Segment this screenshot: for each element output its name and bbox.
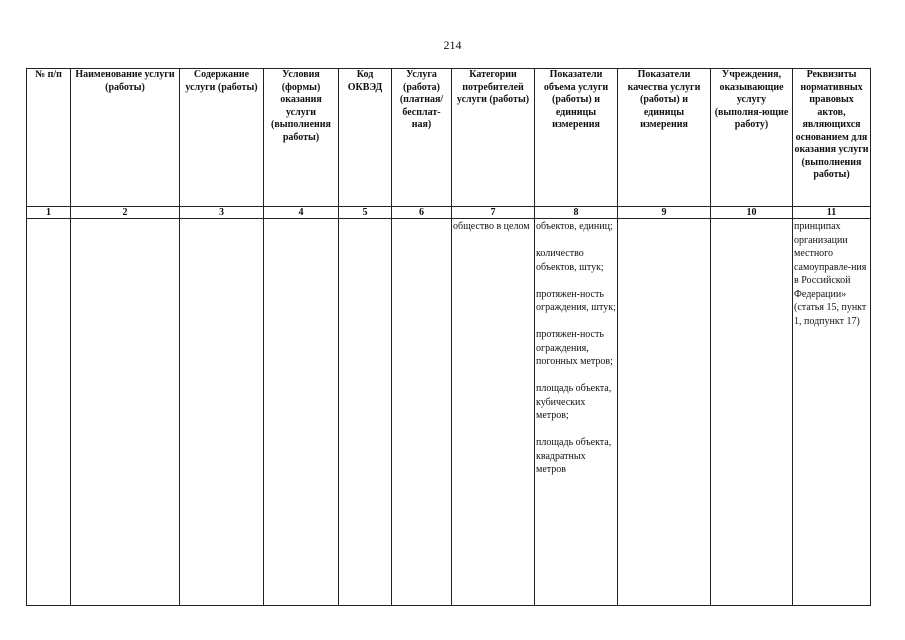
volume-indicator-item: количество объектов, штук;: [536, 248, 604, 273]
header-cell-legal-basis: Реквизиты нормативных правовых актов, являющихся основанием для оказания услуги (выполнения работы): [793, 69, 871, 207]
header-cell-volume-indicators: Показатели объема услуги (работы) и единицы измерения: [535, 69, 618, 207]
cell-legal-basis: принципах организации местного самоуправле-ния в Российской Федерации» (статья 15, пункт 1, подпункт 17): [793, 219, 871, 606]
volume-indicator-item: протяжен-ность ограждения, штук;: [536, 288, 616, 313]
header-row: [27, 69, 871, 207]
table-row: [27, 219, 871, 606]
cell-consumer-category: общество в целом: [452, 219, 535, 606]
column-number: 2: [71, 207, 180, 219]
header-cell-number: № п/п: [27, 69, 71, 207]
column-number: 3: [180, 207, 264, 219]
column-number: 6: [392, 207, 452, 219]
cell-okved-code: [339, 219, 392, 606]
volume-indicator-item: объектов, единиц;: [536, 221, 613, 232]
column-number: 4: [264, 207, 339, 219]
column-number: 11: [793, 207, 871, 219]
cell-service-name: [71, 219, 180, 606]
volume-indicator-item: площадь объекта, кубических метров;: [536, 383, 612, 421]
cell-service-content: [180, 219, 264, 606]
cell-institutions: [711, 219, 793, 606]
header-cell-institutions: Учреждения, оказывающие услугу (выполня-ющие работу): [711, 69, 793, 207]
header-cell-okved-code: Код ОКВЭД: [339, 69, 392, 207]
header-cell-paid-free: Услуга (работа) (платная/ бесплат-ная): [392, 69, 452, 207]
volume-indicator-item: протяжен-ность ограждения, погонных метров;: [536, 329, 613, 367]
column-number-row: [27, 207, 871, 219]
cell-quality-indicators: [618, 219, 711, 606]
services-registry-table: [26, 68, 871, 606]
volume-indicator-item: площадь объекта, квадратных метров: [536, 437, 612, 475]
cell-conditions: [264, 219, 339, 606]
cell-number: [27, 219, 71, 606]
page-number: 214: [443, 38, 462, 52]
header-cell-consumer-categories: Категории потребителей услуги (работы): [452, 69, 535, 207]
header-cell-service-content: Содержание услуги (работы): [180, 69, 264, 207]
column-number: 10: [711, 207, 793, 219]
cell-paid-free: [392, 219, 452, 606]
column-number: 8: [535, 207, 618, 219]
column-number: 9: [618, 207, 711, 219]
cell-volume-indicators: [535, 219, 618, 606]
header-cell-service-name: Наименование услуги (работы): [71, 69, 180, 207]
column-number: 1: [27, 207, 71, 219]
column-number: 5: [339, 207, 392, 219]
header-cell-conditions: Условия (формы) оказания услуги (выполнения работы): [264, 69, 339, 207]
column-number: 7: [452, 207, 535, 219]
header-cell-quality-indicators: Показатели качества услуги (работы) и единицы измерения: [618, 69, 711, 207]
